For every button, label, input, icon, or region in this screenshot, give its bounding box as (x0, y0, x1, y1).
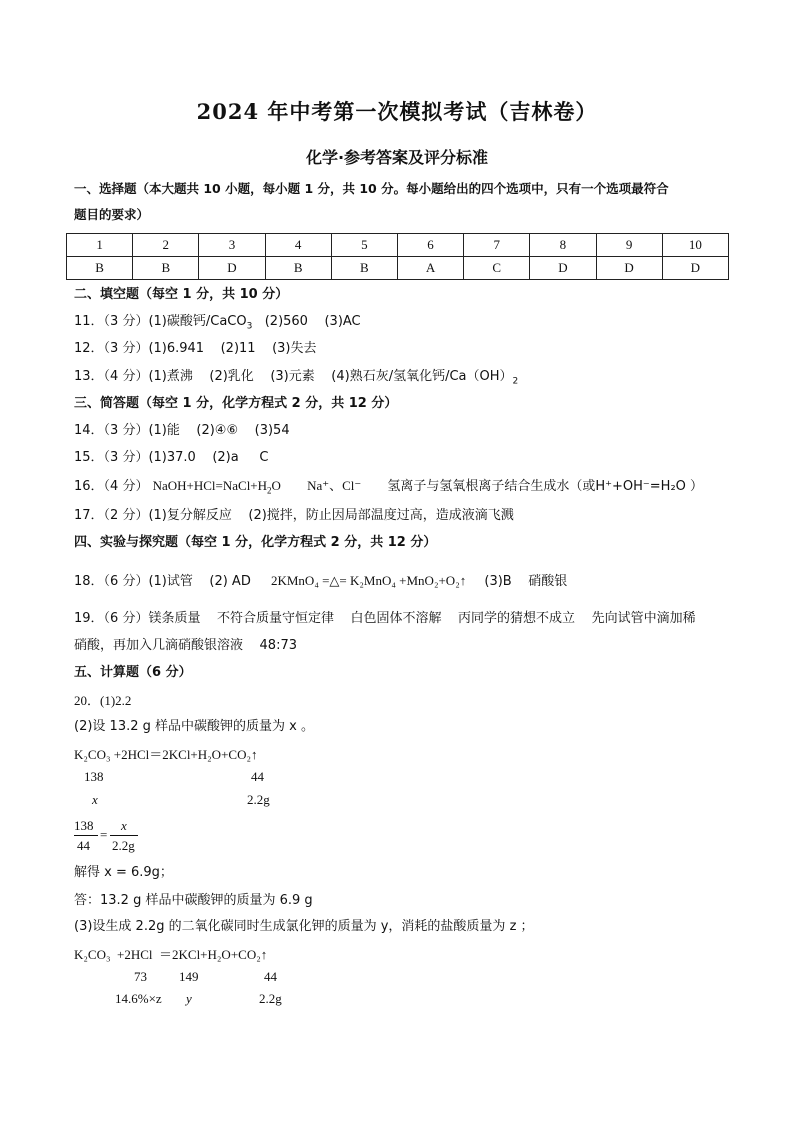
answer-11: 11．（3 分）(1)碳酸钙/CaCO$_3$ (2)560 (3)AC (74, 314, 361, 332)
answer-20-part2: (2)设 13.2 g 样品中碳酸钾的质量为 x 。 (74, 719, 314, 734)
answer-19-line1: 19．（6 分）镁条质量 不符合质量守恒定律 白色固体不溶解 丙同学的猜想不成立 先向试管中滴加稀 (74, 611, 696, 626)
chemical-equation: $NaOH+HCl=NaCl+H_2O$ (152, 478, 281, 496)
page-subtitle: 化学·参考答案及评分标准 (305, 148, 489, 167)
ions: Na⁺、Cl⁻ (307, 478, 362, 493)
fraction-bar (74, 835, 98, 836)
equals-sign: = (100, 827, 108, 842)
table-cell: B (265, 257, 331, 280)
table-cell: 10 (662, 234, 728, 257)
answer-18: 18．（6 分）(1)试管 (2) AD 2KMnO₄ =△= K₂MnO₄ +MnO₂+O₂↑ (3)B 硝酸银 (74, 573, 568, 589)
answer-13: 13．（4 分）(1)煮沸 (2)乳化 (3)元素 (4)熟石灰/氢氧化钙$/Ca(OH)_2$ (74, 369, 519, 387)
table-cell: D (199, 257, 265, 280)
table-cell: D (530, 257, 596, 280)
table-cell: C (464, 257, 530, 280)
fraction-bar (110, 835, 138, 836)
section1-heading-line2: 题目的要求） (74, 207, 150, 222)
table-row-numbers (67, 234, 729, 257)
table-cell: 7 (464, 234, 530, 257)
table-cell: 1 (67, 234, 133, 257)
equation-2: K₂CO₃ +2HCl ＝2KCl+H₂O+CO₂↑ (74, 947, 268, 962)
table-cell: D (596, 257, 662, 280)
table-cell: 9 (596, 234, 662, 257)
answer-14: 14．（3 分）(1)能 (2)④⑥ (3)54 (74, 423, 290, 438)
chemical-equation: 2KMnO₄ =△= K₂MnO₄ +MnO₂+O₂↑ (270, 573, 467, 588)
table-cell: 2 (133, 234, 199, 257)
answer-20-part1: 20．(1)2.2 (74, 693, 132, 708)
answer-16: 16．（4 分） $NaOH+HCl=NaCl+H_2O$ Na⁺、Cl⁻ 氢离子与氢氧根离子结合生成水（或H⁺+OH⁻=H₂O ） (74, 478, 704, 496)
section5-heading: 五、计算题（6 分） (74, 665, 192, 680)
answer-19-line2: 硝酸，再加入几滴硝酸银溶液 48:73 (74, 638, 297, 653)
table-cell: 6 (397, 234, 463, 257)
proportion-fraction (74, 818, 154, 858)
answer-12: 12．（3 分）(1)6.941 (2)11 (3)失去 (74, 341, 317, 356)
molar-mass-co2: 44 (251, 769, 264, 784)
molar-mass-co2: 44 (264, 969, 277, 984)
section2-heading: 二、填空题（每空 1 分，共 10 分） (74, 287, 289, 302)
fraction-numerator: 138 (74, 818, 94, 833)
equation-1: K₂CO₃ +2HCl＝2KCl+H₂O+CO₂↑ (74, 747, 258, 762)
table-cell: B (67, 257, 133, 280)
answer-15: 15．（3 分）(1)37.0 (2)a C (74, 450, 269, 465)
mass-co2: 2.2g (259, 991, 282, 1006)
variable-x: x (92, 792, 98, 807)
table-cell: B (331, 257, 397, 280)
section4-heading: 四、实验与探究题（每空 1 分，化学方程式 2 分，共 12 分） (74, 535, 437, 550)
molar-mass-kcl: 149 (179, 969, 199, 984)
table-cell: A (397, 257, 463, 280)
answer-statement: 答：13.2 g 样品中碳酸钾的质量为 6.9 g (74, 893, 313, 908)
table-cell: B (133, 257, 199, 280)
table-cell: 5 (331, 234, 397, 257)
section1-heading-line1: 一、选择题（本大题共 10 小题，每小题 1 分，共 10 分。每小题给出的四个选项中，只有一个选项最符合 (74, 181, 669, 196)
answer-20-part3: (3)设生成 2.2g 的二氧化碳同时生成氯化钾的质量为 y，消耗的盐酸质量为 z ； (74, 919, 534, 934)
variable-y: y (186, 991, 192, 1006)
explanation: 氢离子与氢氧根离子结合生成水（或H⁺+OH⁻=H₂O ） (387, 479, 704, 494)
molar-mass-hcl: 73 (134, 969, 147, 984)
mass-co2: 2.2g (247, 792, 270, 807)
table-cell: 3 (199, 234, 265, 257)
fraction-denominator: 44 (77, 838, 90, 853)
answer-17: 17．（2 分）(1)复分解反应 (2)搅拌，防止因局部温度过高，造成液滴飞溅 (74, 508, 514, 523)
table-cell: 4 (265, 234, 331, 257)
table-cell: D (662, 257, 728, 280)
table-cell: 8 (530, 234, 596, 257)
molar-mass-k2co3: 138 (84, 769, 104, 784)
page-title: 2024 年中考第一次模拟考试（吉林卷） (196, 99, 598, 124)
fraction-numerator: x (121, 818, 127, 833)
table-row-answers (67, 257, 729, 280)
mass-hcl-expression: 14.6%×z (115, 991, 162, 1006)
section3-heading: 三、简答题（每空 1 分，化学方程式 2 分，共 12 分） (74, 396, 398, 411)
solve-line: 解得 x = 6.9g； (74, 865, 173, 880)
answer-table (66, 233, 729, 280)
fraction-denominator: 2.2g (112, 838, 135, 853)
